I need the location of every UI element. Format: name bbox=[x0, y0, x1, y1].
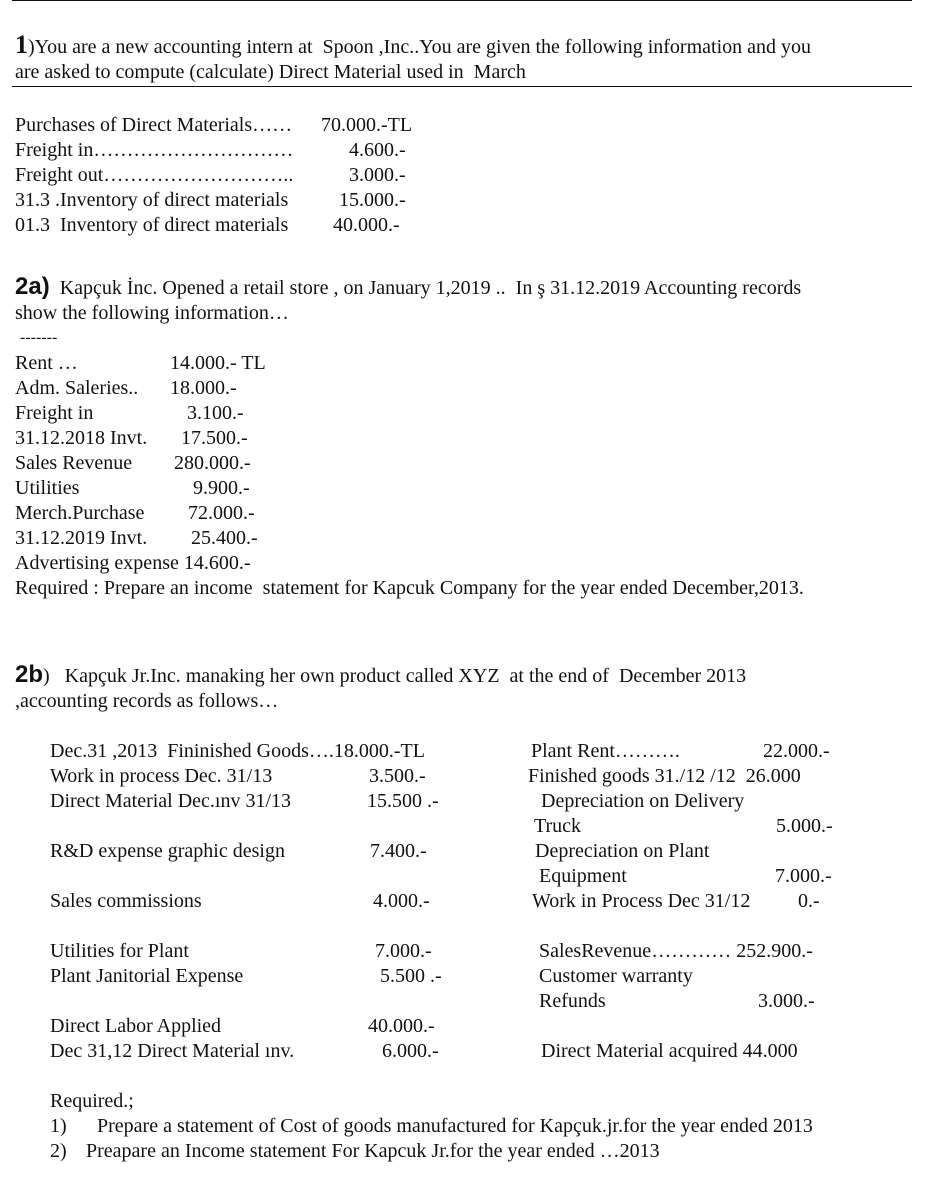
q2b-left-label: Direct Material Dec.ınv 31/13 bbox=[50, 790, 292, 812]
q2b-left-value: 7.000.- bbox=[375, 940, 432, 962]
q2a-item-label: 31.12.2018 Invt. bbox=[15, 427, 148, 449]
q1-item-value: 15.000.- bbox=[339, 189, 406, 211]
q2b-number: 2b bbox=[15, 661, 44, 688]
q2b-right-value: 0.- bbox=[798, 890, 820, 912]
q2b-right-value: 3.000.- bbox=[758, 990, 815, 1012]
q2b-left-value: 7.400.- bbox=[370, 840, 427, 862]
q2b-left-label: Sales commissions bbox=[50, 890, 202, 912]
q1-number: 1 bbox=[15, 30, 28, 59]
q2b-left-value: 5.500 .- bbox=[380, 965, 442, 987]
q2a-item-label: Freight in bbox=[15, 402, 94, 424]
q2a-number: 2a) bbox=[15, 273, 50, 300]
q2a-item-value: 14.000.- TL bbox=[170, 352, 266, 374]
q1-intro-text: )You are a new accounting intern at Spoon ,Inc..You are given the following information and you bbox=[28, 36, 811, 58]
q2b-left-value: 15.500 .- bbox=[367, 790, 439, 812]
q1-intro-line2: are asked to compute (calculate) Direct Material used in March bbox=[15, 61, 526, 83]
q2b-right-value: 7.000.- bbox=[775, 865, 832, 887]
q2b-right-label: Direct Material acquired 44.000 bbox=[541, 1040, 798, 1062]
q1-item-value: 70.000.-TL bbox=[321, 114, 413, 136]
q2b-required-text: Prepare a statement of Cost of goods manufactured for Kapçuk.jr.for the year ended 2013 bbox=[97, 1115, 813, 1137]
q2a-item-label: 31.12.2019 Invt. bbox=[15, 527, 148, 549]
q2a-item-value: 18.000.- bbox=[170, 377, 237, 399]
q2b-right-label: SalesRevenue………… 252.900.- bbox=[539, 940, 813, 962]
q2b-right-label: Refunds bbox=[539, 990, 606, 1012]
q1-item-value: 4.600.- bbox=[349, 139, 406, 161]
q2a-item-value: 9.900.- bbox=[193, 477, 250, 499]
q2a-advertising: Advertising expense 14.600.- bbox=[15, 552, 251, 574]
q2b-right-label: Finished goods 31./12 /12 26.000 bbox=[528, 765, 801, 787]
q2a-intro-line1 bbox=[15, 274, 801, 301]
q2a-item-label: Adm. Saleries.. bbox=[15, 377, 139, 399]
q2b-right-label: Plant Rent………. bbox=[531, 740, 680, 762]
q2a-intro-line2: show the following information… bbox=[15, 302, 289, 324]
q2a-item-label: Rent … bbox=[15, 352, 78, 374]
q2b-intro-line2: ,accounting records as follows… bbox=[15, 690, 279, 712]
q2a-item-label: Merch.Purchase bbox=[15, 502, 145, 524]
q2b-right-label: Work in Process Dec 31/12 bbox=[532, 890, 751, 912]
q1-item-value: 40.000.- bbox=[333, 214, 400, 236]
q2b-left-label: Dec 31,12 Direct Material ınv. bbox=[50, 1040, 295, 1062]
q2b-left-label: Utilities for Plant bbox=[50, 940, 189, 962]
q2a-item-value: 3.100.- bbox=[187, 402, 244, 424]
q2b-required-text: Preapare an Income statement For Kapcuk Jr.for the year ended …2013 bbox=[86, 1140, 660, 1162]
q2a-item-value: 280.000.- bbox=[174, 452, 251, 474]
top-rule bbox=[12, 0, 912, 1]
q2a-item-label: Utilities bbox=[15, 477, 80, 499]
q2b-left-value: 3.500.- bbox=[369, 765, 426, 787]
q2b-right-value: 5.000.- bbox=[776, 815, 833, 837]
q2b-right-label: Depreciation on Delivery bbox=[541, 790, 745, 812]
q2b-left-value: 4.000.- bbox=[373, 890, 430, 912]
q2b-left-label: R&D expense graphic design bbox=[50, 840, 285, 862]
q2a-required: Required : Prepare an income statement for Kapcuk Company for the year ended December,2013. bbox=[15, 577, 804, 599]
q1-item-value: 3.000.- bbox=[349, 164, 406, 186]
q2a-intro-text: Kapçuk İnc. Opened a retail store , on January 1,2019 .. In ş 31.12.2019 Accounting records bbox=[59, 277, 802, 299]
q1-item-label: Freight out……………………….. bbox=[15, 164, 294, 186]
q2b-left-value: 6.000.- bbox=[382, 1040, 439, 1062]
q1-item-label: Freight in………………………… bbox=[15, 139, 294, 161]
q2b-right-label: Truck bbox=[534, 815, 582, 837]
q2a-item-value: 72.000.- bbox=[188, 502, 255, 524]
q1-item-label: 31.3 .Inventory of direct materials bbox=[15, 189, 289, 211]
q2b-left-value: 40.000.- bbox=[368, 1015, 435, 1037]
q2b-required-num: 1) bbox=[50, 1115, 67, 1137]
q2b-right-label: Depreciation on Plant bbox=[535, 840, 710, 862]
q2b-left-label: Plant Janitorial Expense bbox=[50, 965, 244, 987]
q2b-required-title: Required.; bbox=[50, 1090, 134, 1112]
q2b-left-label: Dec.31 ,2013 Fininished Goods….18.000.-TL bbox=[50, 740, 425, 762]
q2b-right-label: Customer warranty bbox=[539, 965, 693, 987]
q2b-required-num: 2) bbox=[50, 1140, 67, 1162]
q2a-item-value: 25.400.- bbox=[191, 527, 258, 549]
q1-item-label: 01.3 Inventory of direct materials bbox=[15, 214, 289, 236]
q2b-right-label: Equipment bbox=[539, 865, 627, 887]
q2a-item-label: Sales Revenue bbox=[15, 452, 133, 474]
q2b-intro-line1 bbox=[15, 662, 746, 689]
q1-rule bbox=[12, 86, 912, 87]
q1-intro-line1 bbox=[15, 32, 811, 60]
q2a-item-value: 17.500.- bbox=[181, 427, 248, 449]
q2b-left-label: Direct Labor Applied bbox=[50, 1015, 222, 1037]
q2b-intro-text: ) Kapçuk Jr.Inc. manaking her own product called XYZ at the end of December 2013 bbox=[43, 665, 747, 687]
q2b-left-label: Work in process Dec. 31/13 bbox=[50, 765, 273, 787]
q2b-right-value: 22.000.- bbox=[763, 740, 830, 762]
q1-item-label: Purchases of Direct Materials…… bbox=[15, 114, 293, 136]
q2a-dashes: ------- bbox=[20, 329, 58, 346]
